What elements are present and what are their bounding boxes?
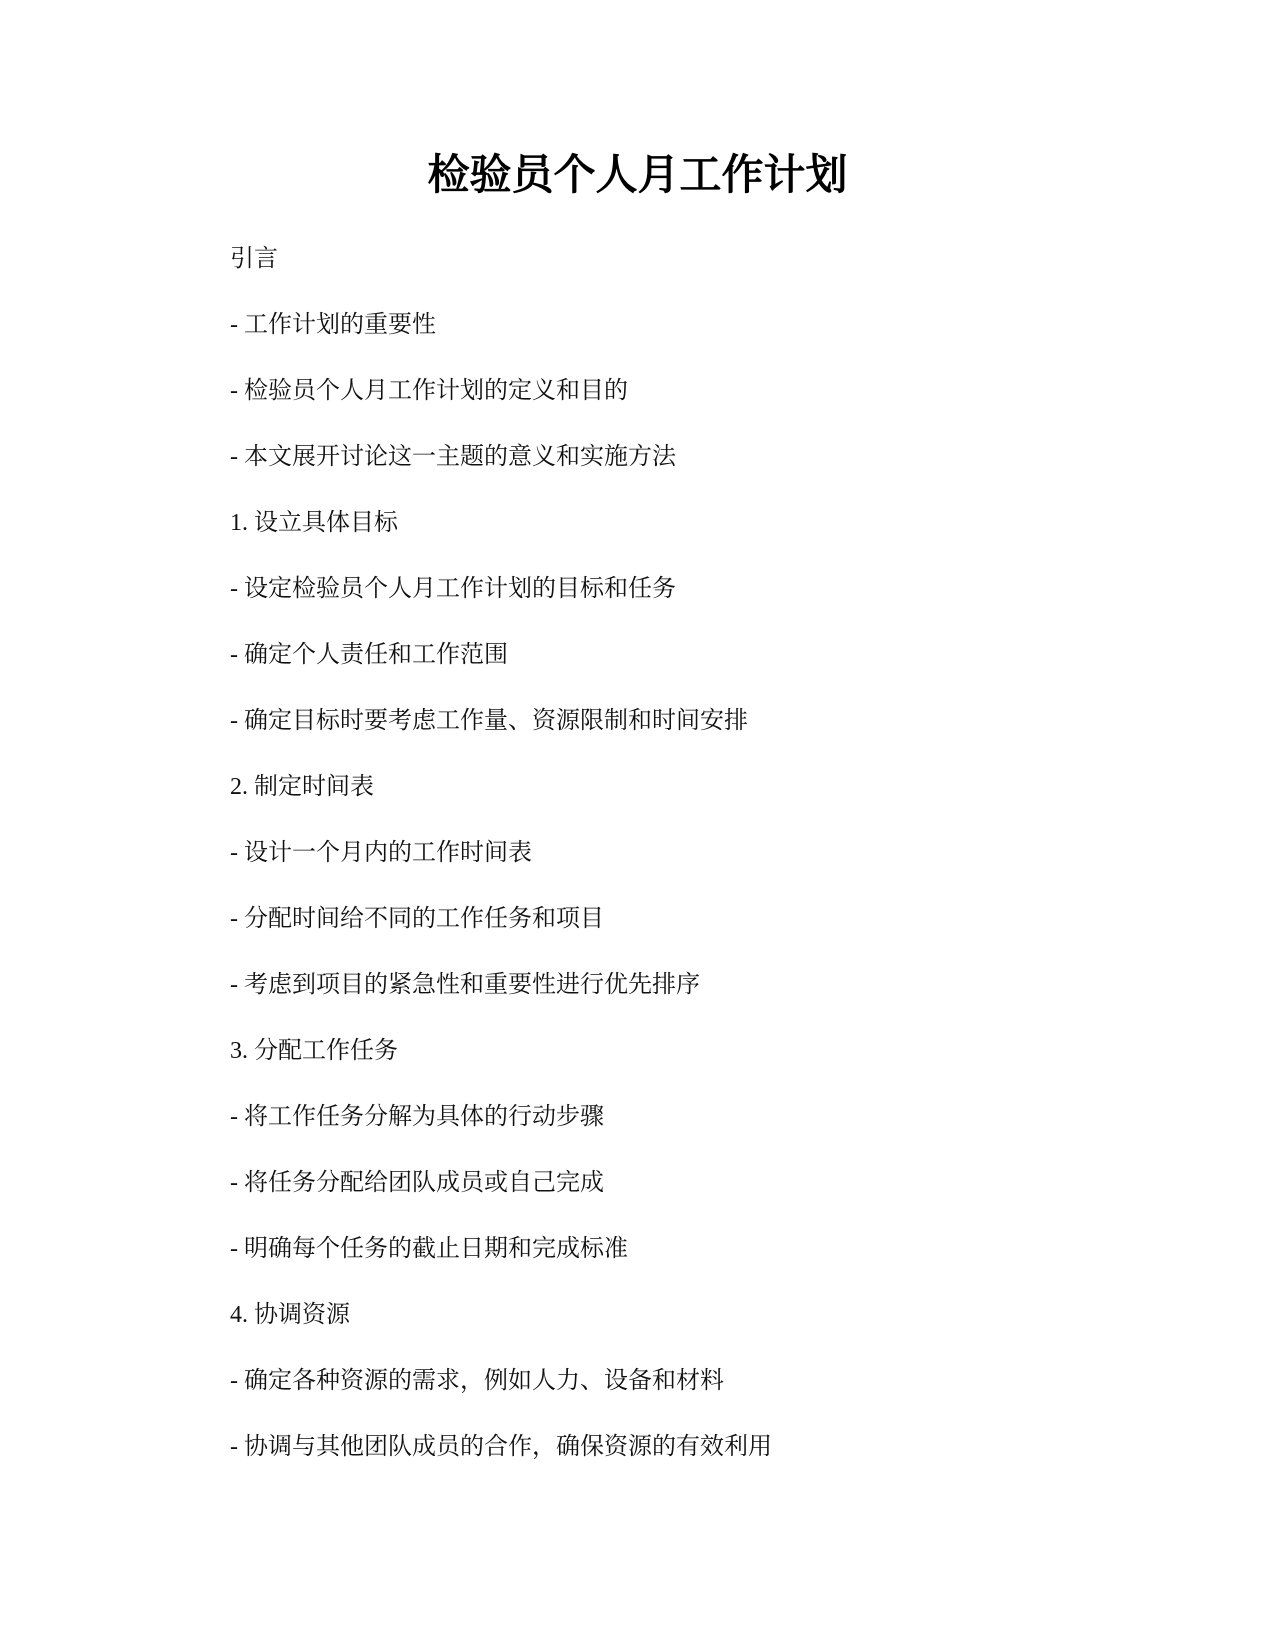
section-heading-1: 1. 设立具体目标 xyxy=(230,510,398,536)
document-body xyxy=(230,244,1050,1498)
paragraph-line: - 设计一个月内的工作时间表 xyxy=(230,840,532,866)
paragraph-line: - 协调与其他团队成员的合作，确保资源的有效利用 xyxy=(230,1434,772,1460)
paragraph-line: - 工作计划的重要性 xyxy=(230,312,436,338)
paragraph-line: - 确定个人责任和工作范围 xyxy=(230,642,508,668)
paragraph-line: - 设定检验员个人月工作计划的目标和任务 xyxy=(230,576,676,602)
document-title: 检验员个人月工作计划 xyxy=(427,150,848,199)
section-heading-2: 2. 制定时间表 xyxy=(230,774,374,800)
paragraph-line: - 明确每个任务的截止日期和完成标准 xyxy=(230,1236,628,1262)
paragraph-line: - 确定各种资源的需求，例如人力、设备和材料 xyxy=(230,1368,724,1394)
paragraph-line: - 确定目标时要考虑工作量、资源限制和时间安排 xyxy=(230,708,748,734)
paragraph-line: - 分配时间给不同的工作任务和项目 xyxy=(230,906,604,932)
paragraph-line: - 本文展开讨论这一主题的意义和实施方法 xyxy=(230,444,676,470)
paragraph-line: - 检验员个人月工作计划的定义和目的 xyxy=(230,378,628,404)
intro-heading: 引言 xyxy=(230,246,278,272)
paragraph-line: - 考虑到项目的紧急性和重要性进行优先排序 xyxy=(230,972,700,998)
paragraph-line: - 将任务分配给团队成员或自己完成 xyxy=(230,1170,604,1196)
section-heading-4: 4. 协调资源 xyxy=(230,1302,350,1328)
paragraph-line: - 将工作任务分解为具体的行动步骤 xyxy=(230,1104,604,1130)
section-heading-3: 3. 分配工作任务 xyxy=(230,1038,398,1064)
